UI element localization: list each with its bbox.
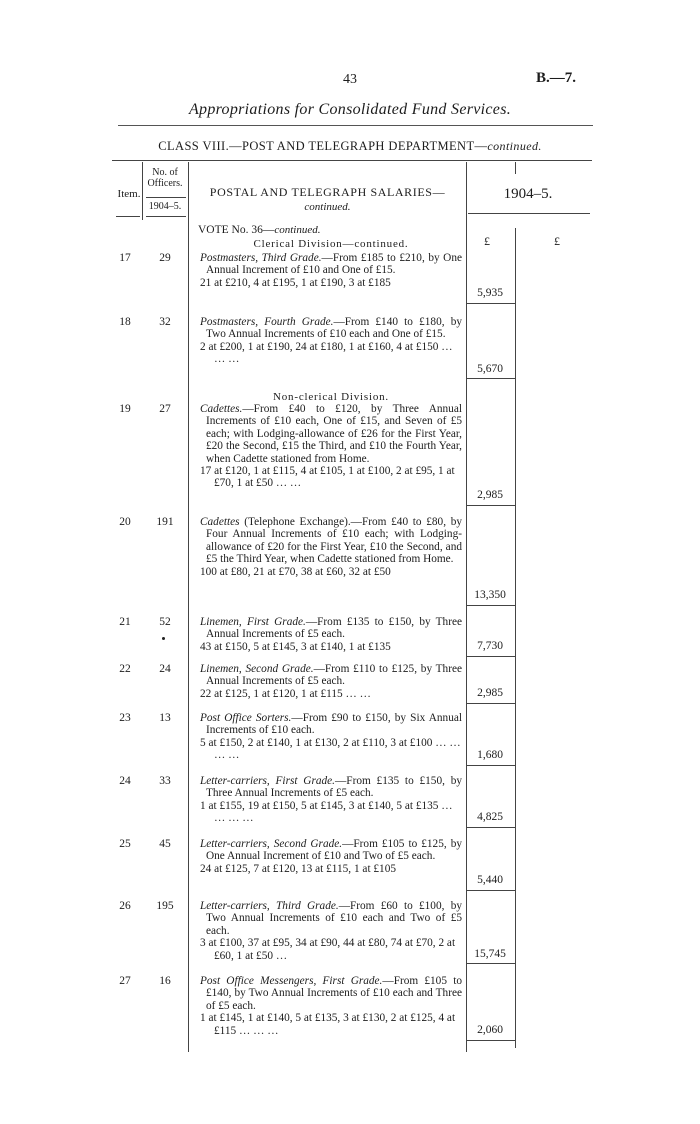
grade-terms: —From £40 to £120, by Three Annual Increments of £10 each, One of £15, and Seven of £5 each; with Lodging-allowance of £26 for the First Year, £20 the Second, £15 the Third, and £10 the Fourth Year, when Cadette stationed from Home. [206, 403, 462, 465]
amount: 4,825 [477, 811, 503, 823]
amount: 2,060 [477, 1024, 503, 1036]
officer-count: 32 [159, 316, 171, 328]
salary-calculation: 2 at £200, 1 at £190, 24 at £180, 1 at £160, 4 at £150 … … … [200, 340, 453, 366]
page-reference: B.—7. [536, 70, 577, 86]
printer-mark [162, 637, 165, 640]
salary-description [200, 663, 462, 700]
amount: 2,985 [477, 489, 503, 501]
officer-count: 27 [159, 403, 171, 415]
grade-title: Letter-carriers, Third Grade. [200, 900, 339, 912]
grade-text [200, 403, 462, 465]
salary-description [200, 838, 462, 875]
officer-count: 191 [156, 516, 174, 528]
officers-header-rule [146, 216, 186, 217]
grade-terms: —From £185 to £210, by One Annual Increment of £10 and One of £15. [206, 252, 462, 277]
grade-terms: (Telephone Exchange).—From £40 to £80, by Four Annual Increments of £10 each; with Lodging-allowance of £20 for the First Year, £10 the Second, and £5 the Third Year, when Cadette stationed from Home. [206, 516, 462, 566]
grade-text [200, 775, 462, 800]
salary-calculation: 17 at £120, 1 at £115, 4 at £105, 1 at £100, 2 at £95, 1 at £70, 1 at £50 … … [200, 465, 455, 490]
officer-count: 195 [156, 900, 174, 912]
grade-text [200, 616, 462, 641]
item-number: 25 [119, 838, 131, 850]
officer-count: 29 [159, 252, 171, 264]
item-column-header: Item. [117, 188, 141, 200]
item-header-rule [116, 216, 140, 217]
grade-text [200, 838, 462, 863]
grade-text [200, 975, 462, 1012]
officers-column-rule [188, 162, 189, 1052]
grade-terms: —From £90 to £150, by Six Annual Increments of £10 each. [206, 712, 462, 737]
salary-description [200, 975, 462, 1037]
salaries-column-header: POSTAL AND TELEGRAPH SALARIES— continued. [209, 185, 446, 213]
grade-title: Post Office Sorters. [200, 712, 292, 724]
clerical-division-heading: Clerical Division—continued. [253, 238, 409, 250]
grade-title: Linemen, Second Grade. [200, 663, 314, 675]
grade-title: Letter-carriers, First Grade. [200, 775, 335, 787]
amount-rule [466, 303, 516, 304]
salary-calculation: 1 at £155, 19 at £150, 5 at £145, 3 at £140, 5 at £135 … … … … [200, 799, 453, 825]
officer-count: 52 [159, 616, 171, 628]
grade-text [200, 316, 462, 341]
salary-description [200, 616, 462, 653]
amount: 2,985 [477, 687, 503, 699]
grade-terms: —From £140 to £180, by Two Annual Increments of £10 each and One of £15. [206, 316, 463, 341]
class-heading: CLASS VIII.—POST AND TELEGRAPH DEPARTMENT—continued. [158, 139, 542, 153]
year-column-header: 1904–5. [503, 186, 553, 202]
amount-rule [466, 963, 516, 964]
salary-calculation: 100 at £80, 21 at £70, 38 at £60, 32 at £50 [200, 565, 391, 578]
officers-column-header: No. of Officers. [147, 167, 183, 189]
grade-terms: —From £105 to £140, by Two Annual Increments of £10 each and Three of £5 each. [206, 975, 462, 1012]
salary-calculation: 5 at £150, 2 at £140, 1 at £130, 2 at £110, 3 at £100 … … … … [200, 736, 461, 762]
pound-sign-amount: £ [484, 234, 490, 248]
vote-label: VOTE No. 36—continued. [198, 224, 321, 236]
grade-title: Linemen, First Grade. [200, 616, 306, 628]
grade-title: Cadettes [200, 516, 240, 528]
grade-terms: —From £135 to £150, by Three Annual Increments of £5 each. [206, 616, 462, 641]
amount: 5,440 [477, 874, 503, 886]
page-number: 43 [343, 72, 357, 87]
officers-year-rule [146, 197, 186, 198]
item-number: 27 [119, 975, 131, 987]
grade-title: Cadettes. [200, 403, 243, 415]
grade-terms: —From £60 to £100, by Two Annual Increments of £10 each and Two of £5 each. [206, 900, 463, 937]
officer-count: 33 [159, 775, 171, 787]
grade-terms: —From £105 to £125, by One Annual Increment of £10 and Two of £5 each. [206, 838, 462, 863]
grade-title: Post Office Messengers, First Grade. [200, 975, 383, 987]
running-title: Appropriations for Consolidated Fund Services. [188, 101, 512, 118]
salary-description [200, 775, 462, 825]
amount: 15,745 [474, 948, 506, 960]
salary-description [200, 900, 462, 962]
salary-description [200, 516, 462, 578]
pound-sign-total: £ [554, 234, 560, 248]
salary-calculation: 1 at £145, 1 at £140, 5 at £135, 3 at £130, 2 at £125, 4 at £115 … … … [200, 1012, 456, 1037]
salary-calculation: 21 at £210, 4 at £195, 1 at £190, 3 at £185 [200, 276, 391, 289]
amount-rule [466, 703, 516, 704]
amount-rule [466, 656, 516, 657]
item-number: 20 [119, 516, 131, 528]
salary-calculation: 43 at £150, 5 at £145, 3 at £140, 1 at £135 [200, 640, 391, 653]
amount-rule [466, 1040, 516, 1041]
item-number: 23 [119, 712, 131, 724]
item-number: 26 [119, 900, 131, 912]
grade-title: Postmasters, Third Grade. [200, 252, 322, 264]
grade-title: Postmasters, Fourth Grade. [200, 316, 334, 328]
amount-rule [466, 605, 516, 606]
table-top-rule [112, 160, 592, 161]
grade-text [200, 712, 462, 737]
officers-year-header: 1904–5. [148, 201, 182, 212]
grade-text [200, 900, 462, 937]
officer-count: 13 [159, 712, 171, 724]
amount: 5,670 [477, 363, 503, 375]
officer-count: 45 [159, 838, 171, 850]
grade-terms: —From £110 to £125, by Three Annual Increments of £5 each. [206, 663, 462, 688]
salary-calculation: 22 at £125, 1 at £120, 1 at £115 … … [200, 687, 371, 700]
salary-description [200, 252, 462, 289]
grade-text [200, 663, 462, 688]
amount-column-rule [515, 228, 516, 1048]
item-number: 19 [119, 403, 131, 415]
amount-rule [466, 505, 516, 506]
salary-description [200, 403, 462, 490]
year-header-rule [468, 213, 590, 214]
grade-text [200, 252, 462, 277]
item-number: 21 [119, 616, 131, 628]
amount: 13,350 [474, 589, 506, 601]
amount: 1,680 [477, 749, 503, 761]
item-number: 17 [119, 252, 131, 264]
item-number: 18 [119, 316, 131, 328]
amount: 7,730 [477, 640, 503, 652]
salary-description [200, 712, 462, 762]
amount-rule [466, 765, 516, 766]
item-number: 22 [119, 663, 131, 675]
item-number: 24 [119, 775, 131, 787]
amount-rule [466, 378, 516, 379]
amount-rule [466, 827, 516, 828]
grade-terms: —From £135 to £150, by Three Annual Increments of £5 each. [206, 775, 462, 800]
salary-calculation: 3 at £100, 37 at £95, 34 at £90, 44 at £80, 74 at £70, 2 at £60, 1 at £50 … [200, 937, 456, 962]
amount: 5,935 [477, 287, 503, 299]
salary-description [200, 316, 462, 366]
grade-title: Letter-carriers, Second Grade. [200, 838, 343, 850]
officer-count: 16 [159, 975, 171, 987]
year-column-top-rule [515, 162, 516, 174]
amount-rule [466, 890, 516, 891]
header-rule [118, 125, 593, 126]
salary-calculation: 24 at £125, 7 at £120, 13 at £115, 1 at £105 [200, 862, 396, 875]
officer-count: 24 [159, 663, 171, 675]
non-clerical-division-heading: Non-clerical Division. [273, 391, 389, 403]
grade-text [200, 516, 462, 566]
